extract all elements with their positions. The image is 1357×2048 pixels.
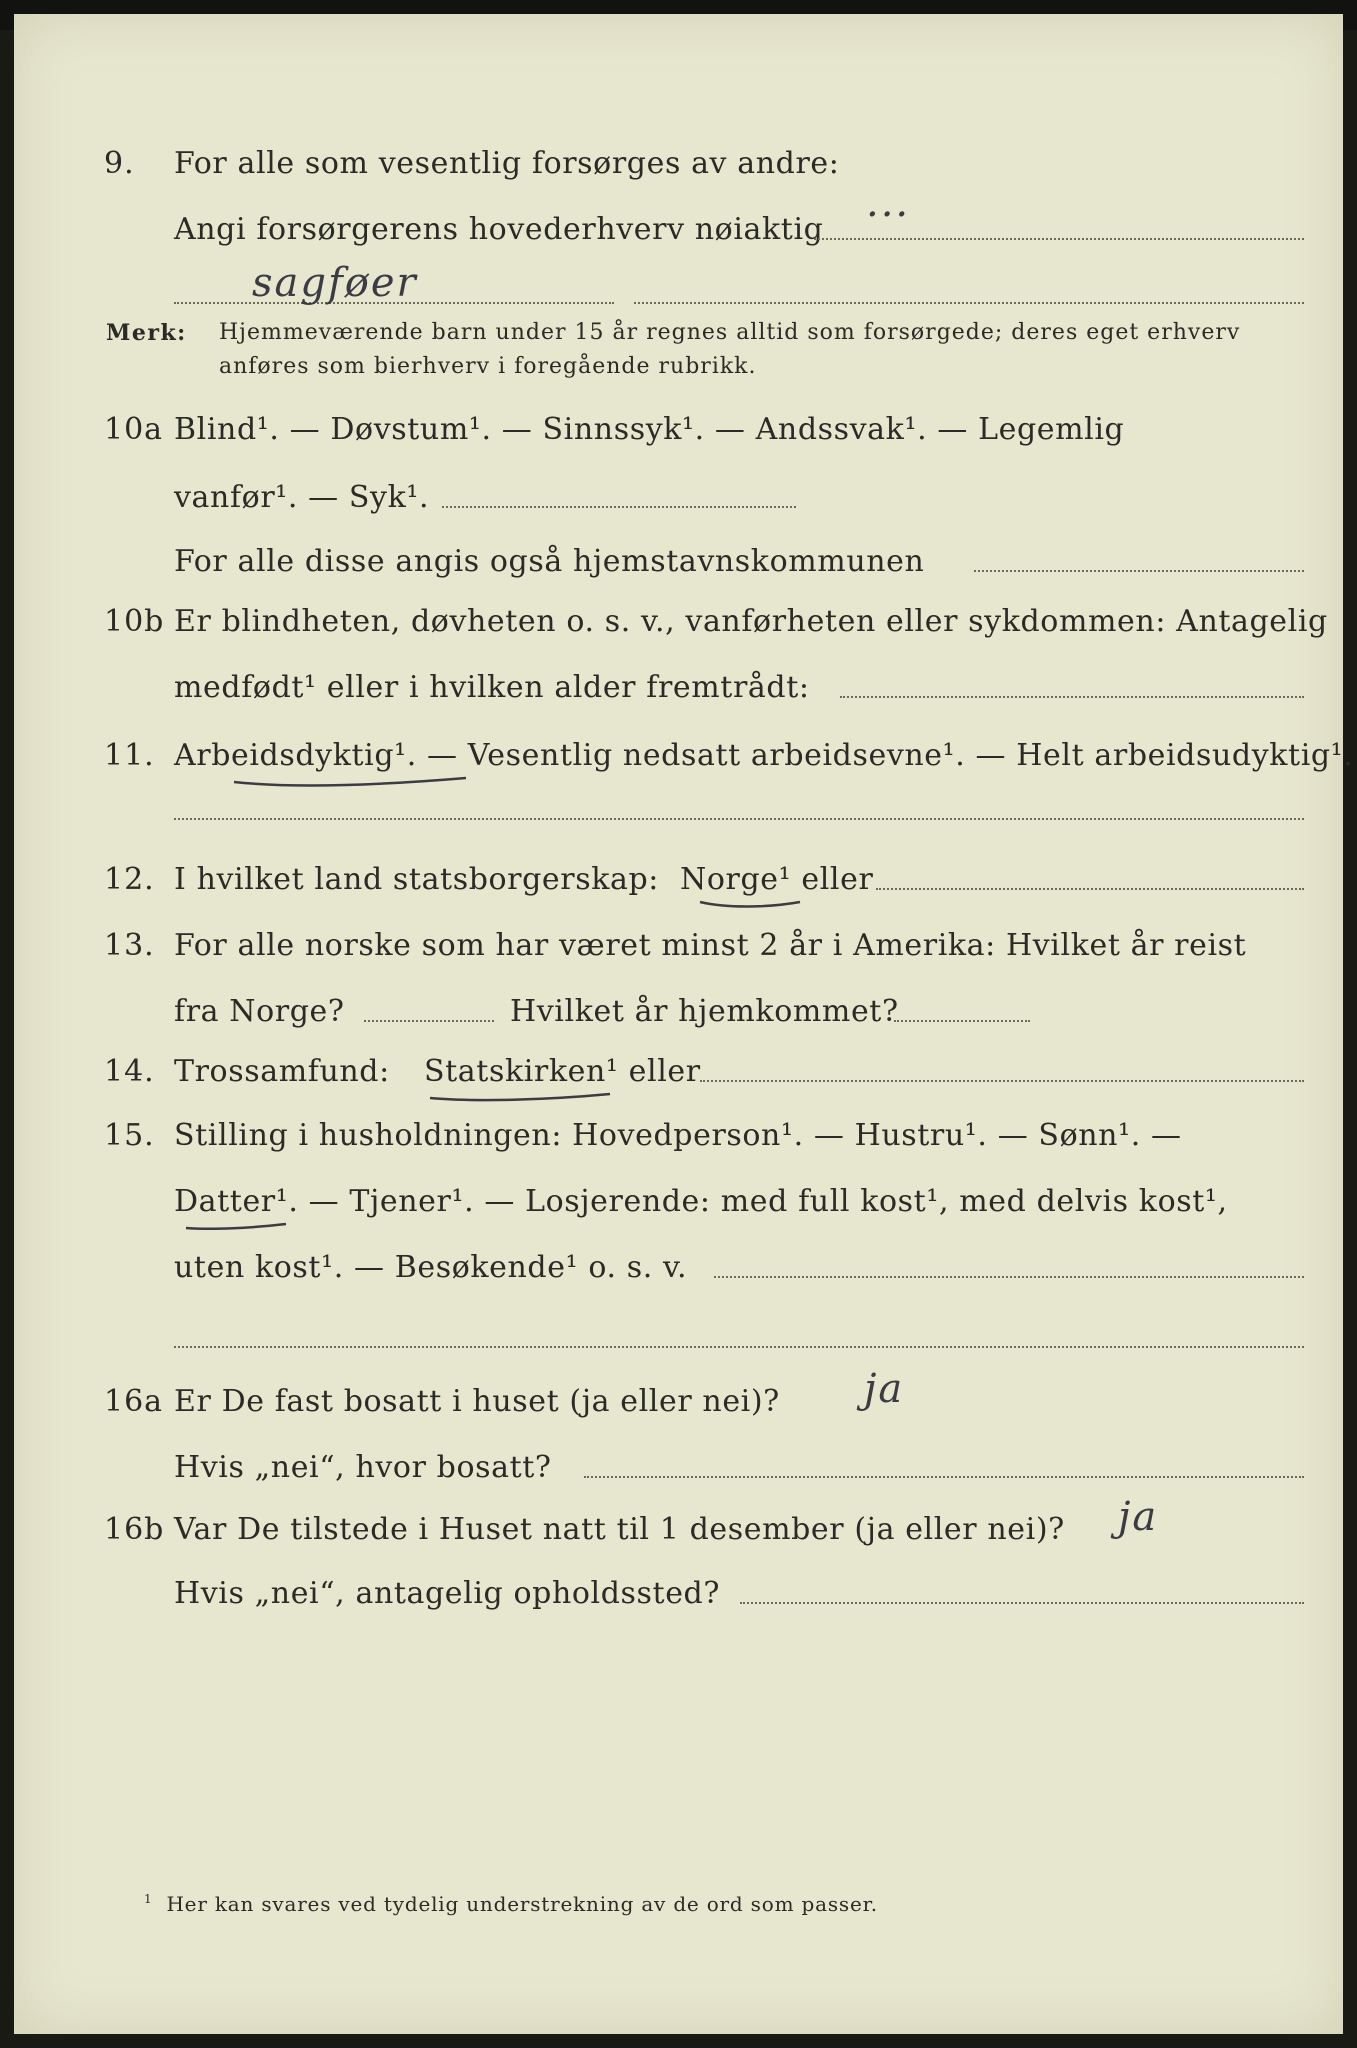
item-number: 13. [104, 928, 155, 963]
footnote-mark: 1 [144, 1892, 153, 1907]
item-13-question: For alle norske som har været minst 2 år i Amerika: Hvilket år reist [174, 928, 1247, 963]
underline-mark [426, 1088, 616, 1108]
item-number: 14. [104, 1054, 155, 1089]
answer-line [740, 1602, 1304, 1604]
note-line-1: Hjemmeværende barn under 15 år regnes alltid som forsørgede; deres eget erhverv [219, 320, 1241, 345]
item-14-question: Trossamfund: [174, 1054, 390, 1089]
item-15-options-cont: Datter¹. — Tjener¹. — Losjerende: med full kost¹, med delvis kost¹, [174, 1184, 1228, 1219]
answer-line [814, 238, 1304, 240]
answer-line [894, 1020, 1030, 1022]
item-number: 10b [104, 604, 165, 639]
note-label: Merk: [106, 320, 187, 346]
item-12-question: I hvilket land statsborgerskap: [174, 862, 659, 897]
answer-line [584, 1476, 1304, 1478]
form-body [14, 14, 1354, 2034]
handwritten-answer-illegible: ... [866, 180, 911, 226]
answer-line [364, 1020, 494, 1022]
item-10a-options-cont: vanfør¹. — Syk¹. [174, 480, 430, 515]
item-number: 16a [104, 1384, 164, 1419]
item-13-return-label: Hvilket år hjemkommet? [510, 994, 899, 1029]
answer-line [876, 888, 1304, 890]
item-number: 10a [104, 412, 164, 447]
item-15-options-end: uten kost¹. — Besøkende¹ o. s. v. [174, 1250, 688, 1285]
item-9-instruction: Angi forsørgerens hovederhverv nøiaktig [174, 212, 824, 247]
item-number: 9. [104, 146, 135, 181]
footnote-text: Her kan svares ved tydelig understrekning av de ord som passer. [166, 1892, 878, 1916]
item-16a-followup: Hvis „nei“, hvor bosatt? [174, 1450, 552, 1485]
note-line-2: anføres som bierhverv i foregående rubrikk. [219, 354, 757, 379]
item-number: 16b [104, 1512, 165, 1547]
item-16b-followup: Hvis „nei“, antagelig opholdssted? [174, 1576, 721, 1611]
handwritten-answer-ja: ja [1118, 1494, 1159, 1540]
item-number: 11. [104, 738, 155, 773]
item-16a-question: Er De fast bosatt i huset (ja eller nei)? [174, 1384, 780, 1419]
answer-line [174, 818, 1304, 820]
answer-line [442, 506, 796, 508]
item-11-options: Arbeidsdyktig¹. — Vesentlig nedsatt arbeidsevne¹. — Helt arbeidsudyktig¹. [174, 738, 1354, 773]
item-10b-question: Er blindheten, døvheten o. s. v., vanførheten eller sykdommen: Antagelig [174, 604, 1328, 639]
footnote [144, 1892, 878, 1916]
handwritten-answer-occupation: sagføer [252, 260, 418, 306]
underline-mark [182, 1218, 292, 1238]
census-form-page [14, 14, 1354, 2034]
item-13-departure-label: fra Norge? [174, 994, 345, 1029]
answer-line [714, 1276, 1304, 1278]
answer-line [634, 302, 1304, 304]
item-16b-question: Var De tilstede i Huset natt til 1 desember (ja eller nei)? [174, 1512, 1065, 1547]
item-10b-question-cont: medfødt¹ eller i hvilken alder fremtrådt: [174, 670, 810, 705]
item-14-option: Statskirken¹ eller [424, 1054, 701, 1089]
handwritten-answer-ja: ja [864, 1366, 905, 1412]
item-10a-instruction: For alle disse angis også hjemstavnskommunen [174, 544, 925, 579]
item-15-options: Stilling i husholdningen: Hovedperson¹. — Hustru¹. — Sønn¹. — [174, 1118, 1182, 1153]
answer-line [700, 1080, 1304, 1082]
underline-mark [230, 770, 470, 794]
item-number: 12. [104, 862, 155, 897]
item-10a-options: Blind¹. — Døvstum¹. — Sinnssyk¹. — Andssvak¹. — Legemlig [174, 412, 1125, 447]
item-number: 15. [104, 1118, 155, 1153]
answer-line [840, 696, 1304, 698]
item-12-option: Norge¹ eller [680, 862, 874, 897]
item-9-question: For alle som vesentlig forsørges av andre: [174, 146, 840, 181]
underline-mark [696, 894, 806, 914]
answer-line [974, 570, 1304, 572]
answer-line [174, 1346, 1304, 1348]
